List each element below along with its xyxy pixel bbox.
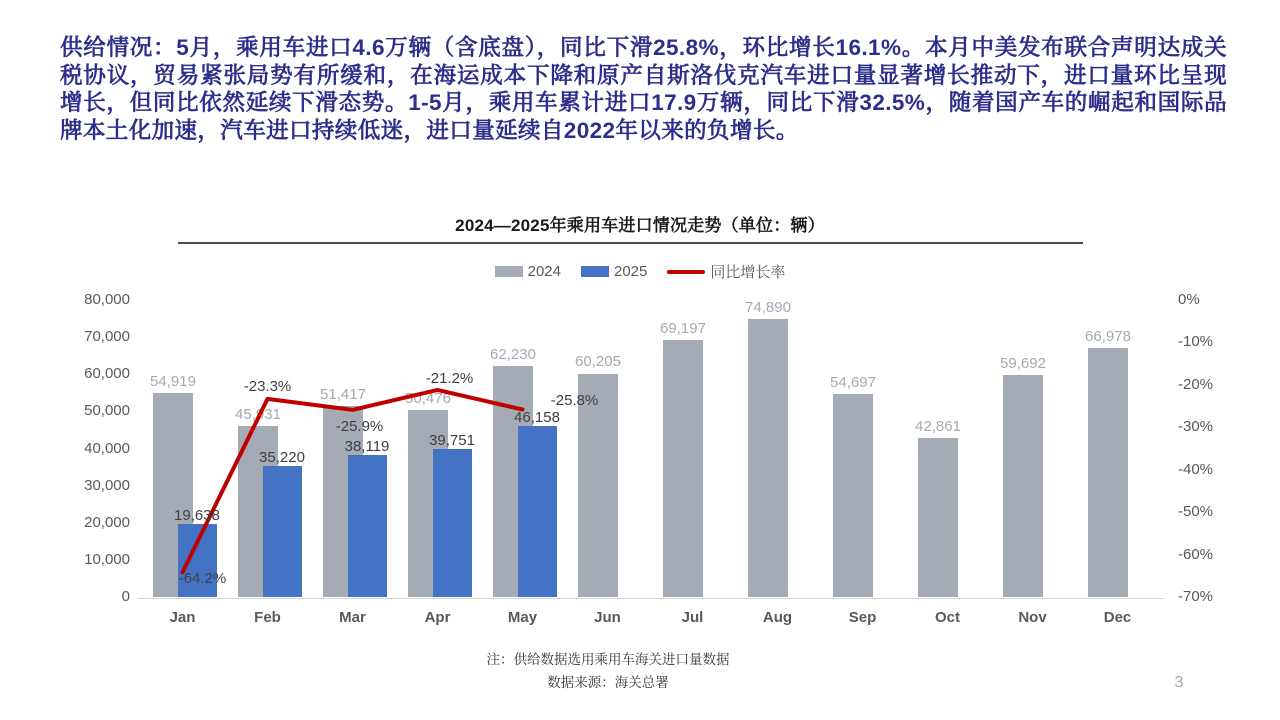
month-label-aug: Aug [762, 609, 793, 626]
left-axis-tick: 30,000 [84, 476, 130, 494]
month-label-nov: Nov [1018, 609, 1047, 626]
left-axis-tick: 0 [121, 588, 130, 605]
right-axis-tick: 0% [1178, 291, 1200, 308]
bar-value-2024-may: 62,230 [490, 345, 536, 363]
yoy-label-feb: -23.3% [243, 377, 292, 395]
chart-title: 2024—2025年乘用车进口情况走势（单位：辆） [455, 216, 825, 235]
right-axis-tick: -40% [1178, 460, 1214, 478]
bar-value-2025-apr: 39,751 [429, 432, 475, 450]
legend-item-2025 [581, 263, 647, 280]
bar-value-2024-apr: 50,476 [405, 389, 451, 407]
legend-item-2024 [495, 263, 561, 280]
month-label-dec: Dec [1103, 609, 1132, 626]
bar-value-2024-sep: 54,697 [830, 373, 876, 391]
right-axis-tick: -10% [1178, 333, 1214, 351]
month-label-oct: Oct [934, 609, 960, 626]
left-axis-tick: 50,000 [84, 402, 130, 420]
month-label-mar: Mar [339, 609, 366, 626]
right-axis-tick: -30% [1178, 418, 1214, 436]
bar-value-2025-mar: 38,119 [344, 438, 390, 456]
bar-value-2024-jan: 54,919 [150, 373, 196, 391]
yoy-label-apr: -21.2% [425, 369, 474, 387]
month-label-jun: Jun [594, 609, 621, 626]
bar-value-2024-oct: 42,861 [915, 417, 961, 435]
bar-value-2025-may: 46,158 [514, 408, 560, 426]
month-label-apr: Apr [424, 609, 451, 626]
headline-paragraph: 供给情况：5月，乘用车进口4.6万辆（含底盘），同比下滑25.8%，环比增长16.1%。本月中美发布联合声明达成关税协议，贸易紧张局势有所缓和，在海运成本下降和原产自斯洛伐克汽车进口量显著增长推动下，进口量环比呈现增长，但同比依然延续下滑态势。1-5月，乘用车累计进口17.9万辆，同比下滑32.5%，随着国产车的崛起和国际品牌本土化加速，汽车进口持续低迷，进口量延续自2022年以来的负增长。 [60, 35, 1227, 143]
bar-value-2024-dec: 66,978 [1085, 328, 1131, 346]
bar-value-2024-jun: 60,205 [575, 353, 621, 371]
right-axis-tick: -60% [1178, 545, 1214, 563]
chart-legend [0, 261, 1280, 282]
bar-value-2024-nov: 59,692 [1000, 355, 1046, 373]
month-label-may: May [507, 609, 538, 626]
month-label-jul: Jul [681, 609, 704, 626]
yoy-label-mar: -25.9% [335, 417, 384, 435]
legend-swatch-2025 [581, 266, 609, 277]
bar-value-2025-feb: 35,220 [259, 449, 305, 467]
left-axis-tick: 80,000 [84, 291, 130, 308]
legend-label-2025: 2025 [613, 263, 648, 280]
title-underline [178, 242, 1083, 244]
month-label-sep: Sep [848, 609, 877, 626]
bar-value-2024-aug: 74,890 [745, 298, 791, 316]
right-axis-tick: -70% [1178, 588, 1214, 605]
month-label-jan: Jan [169, 609, 196, 626]
left-axis-tick: 20,000 [84, 513, 130, 531]
bar-value-2025-jan: 19,638 [174, 507, 220, 525]
left-axis-tick: 60,000 [84, 365, 130, 383]
month-label-feb: Feb [254, 609, 281, 626]
legend-line-swatch-yoy [667, 270, 705, 274]
footnote-data-selection: 注：供给数据选用乘用车海关进口量数据 [486, 652, 730, 667]
yoy-label-may: -25.8% [550, 392, 599, 410]
bar-value-2024-mar: 51,417 [320, 386, 366, 404]
right-axis-tick: -50% [1178, 503, 1214, 521]
x-axis-line [138, 598, 1164, 599]
bar-value-2024-feb: 45,931 [235, 406, 281, 424]
left-axis-tick: 10,000 [84, 550, 130, 568]
left-axis-tick: 70,000 [84, 328, 130, 346]
footnote-data-source: 数据来源：海关总署 [547, 675, 669, 690]
legend-label-2024: 2024 [527, 263, 561, 280]
right-axis-tick: -20% [1178, 375, 1214, 393]
left-axis-tick: 40,000 [84, 439, 130, 457]
legend-swatch-2024 [495, 266, 523, 277]
page-number: 3 [1174, 674, 1184, 691]
legend-label-yoy: 同比增长率 [710, 264, 786, 281]
yoy-label-jan: -64.2% [178, 570, 227, 588]
chart-plot-area [140, 300, 1160, 598]
legend-item-yoy [667, 261, 785, 282]
bar-value-2024-jul: 69,197 [660, 320, 706, 338]
